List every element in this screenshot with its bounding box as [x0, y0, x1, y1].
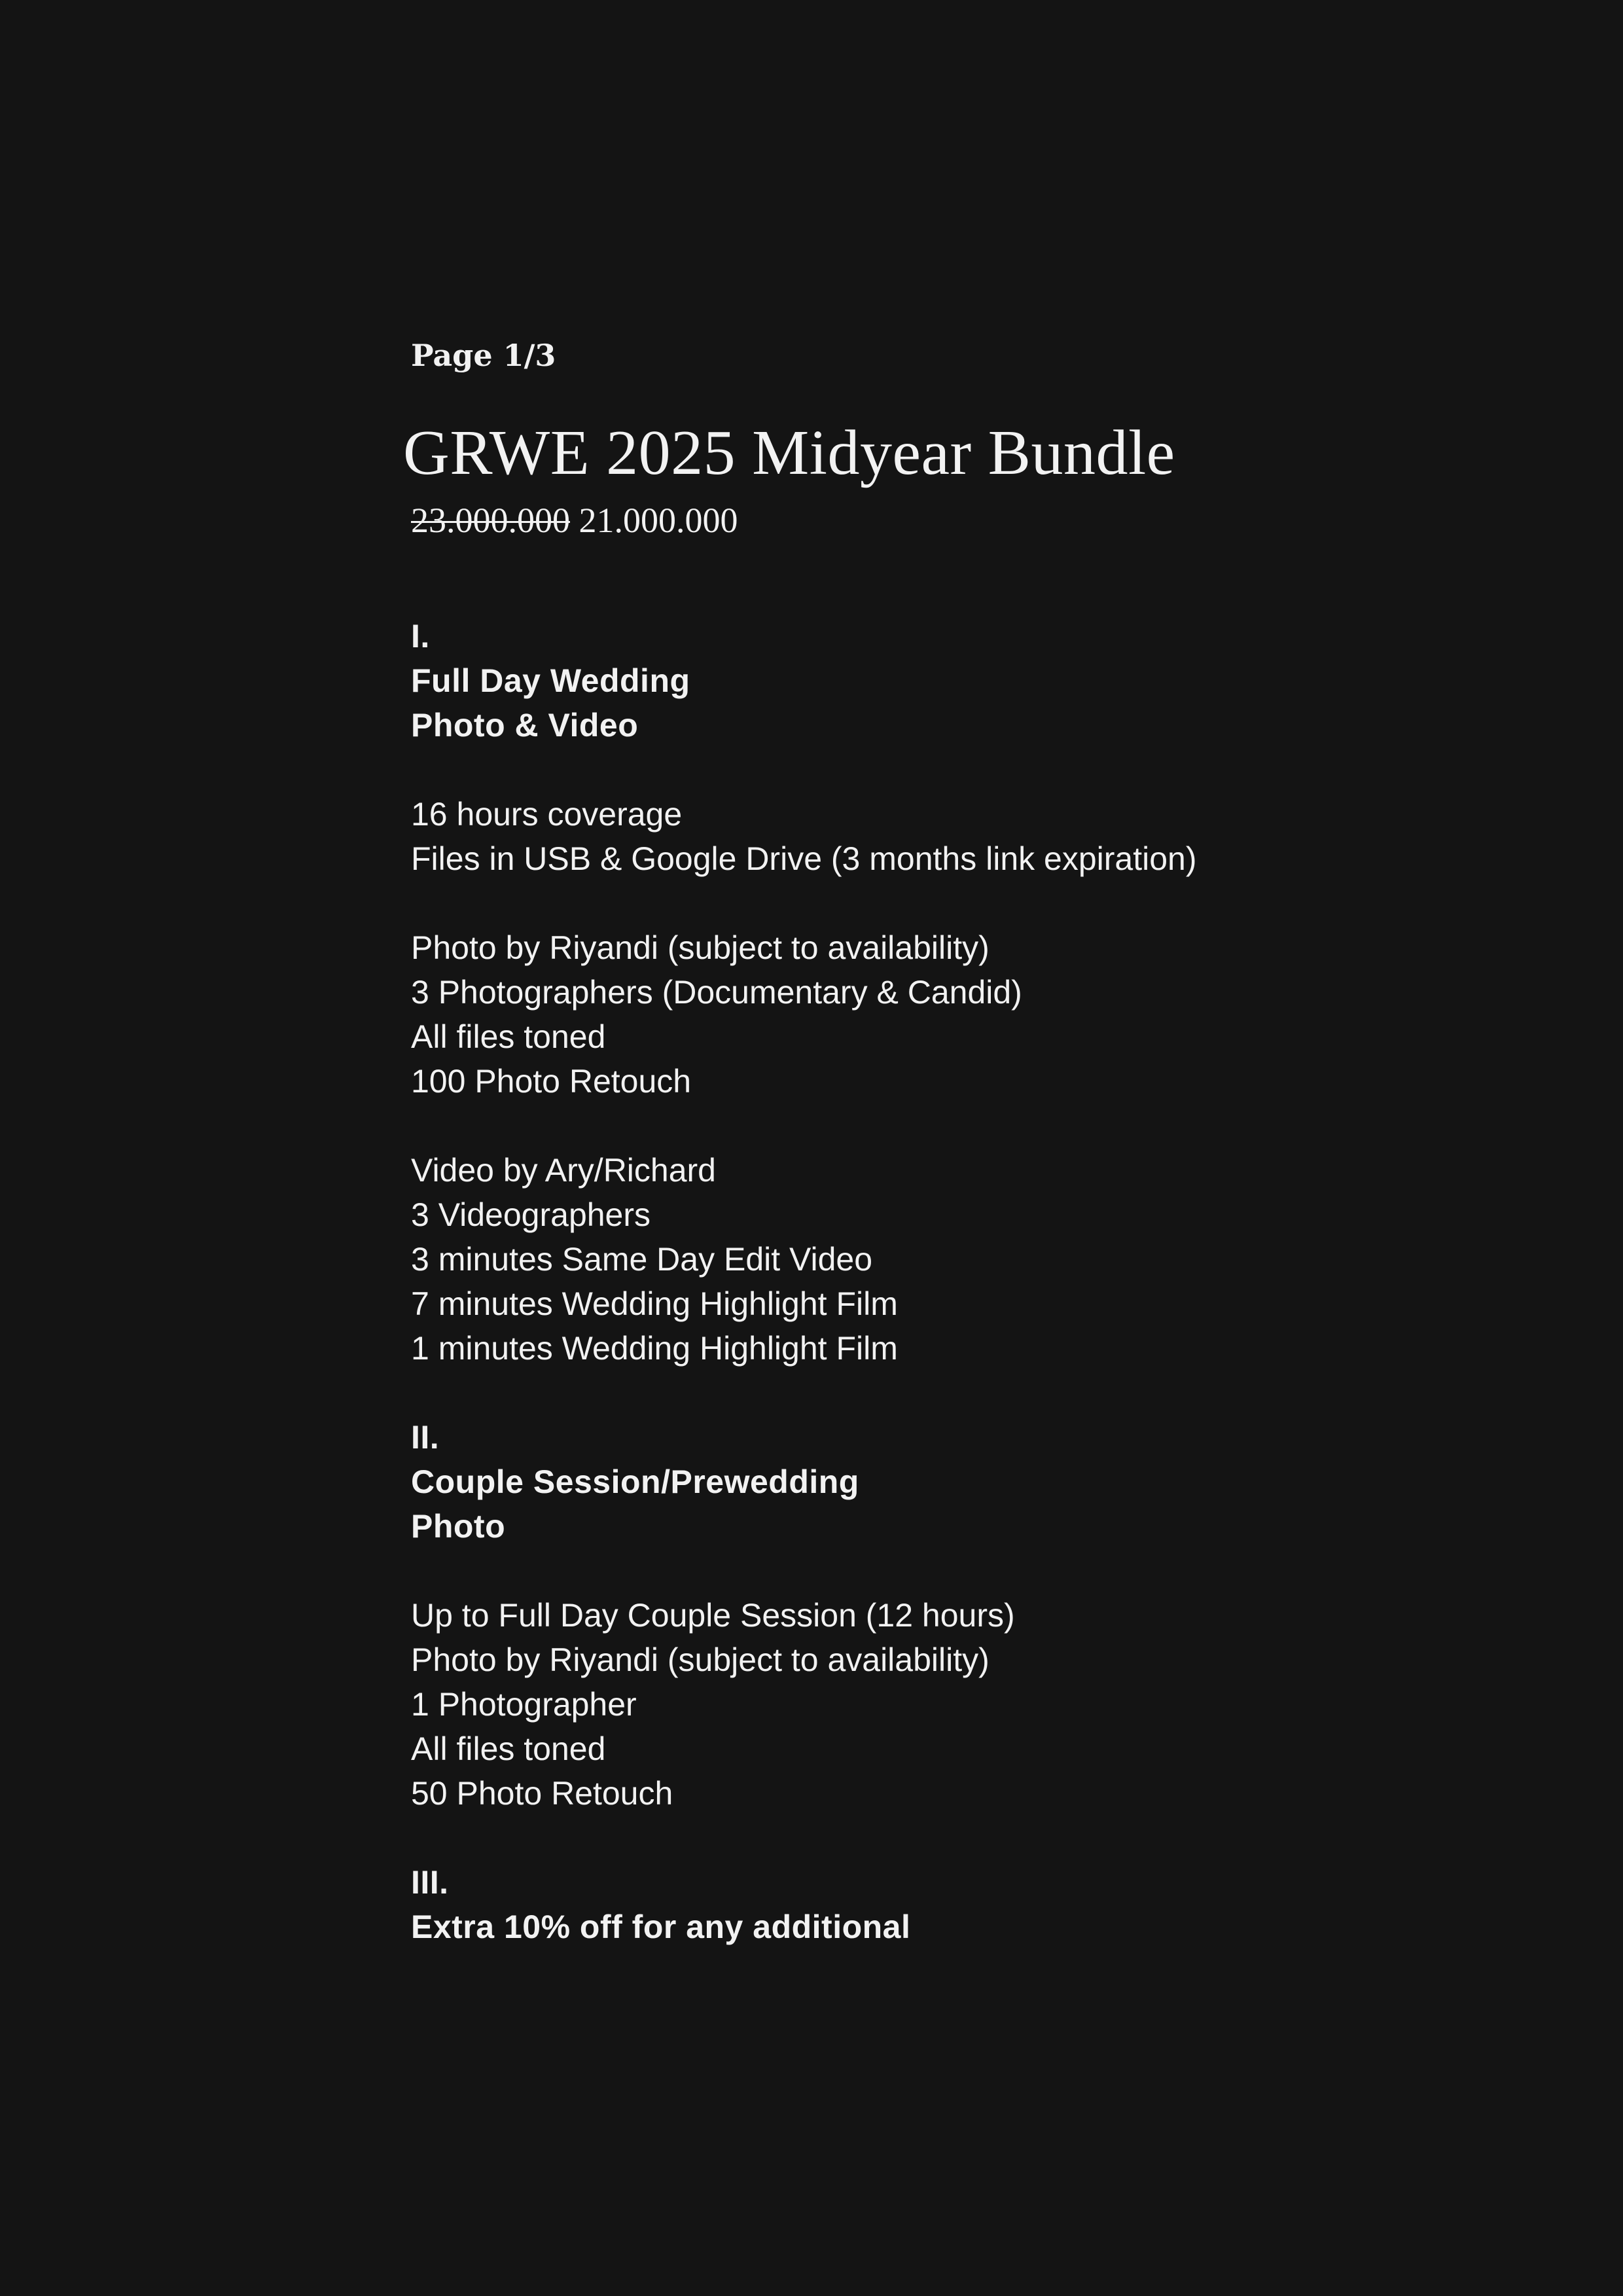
section-heading: Photo — [411, 1508, 506, 1545]
section-numeral: I. — [411, 618, 430, 655]
list-item: 3 Photographers (Documentary & Candid) — [411, 974, 1022, 1011]
list-item: 16 hours coverage — [411, 796, 683, 833]
section-heading: Extra 10% off for any additional — [411, 1909, 911, 1945]
list-item: 1 Photographer — [411, 1686, 637, 1723]
package-details — [411, 614, 1196, 1949]
list-item: 3 minutes Same Day Edit Video — [411, 1241, 873, 1278]
list-item: 1 minutes Wedding Highlight Film — [411, 1330, 898, 1367]
list-item: Up to Full Day Couple Session (12 hours) — [411, 1597, 1015, 1634]
section-heading: Couple Session/Prewedding — [411, 1463, 859, 1500]
page-number: Page 1/3 — [411, 338, 556, 373]
list-item: 3 Videographers — [411, 1196, 651, 1233]
list-item: Files in USB & Google Drive (3 months link expiration) — [411, 840, 1197, 877]
list-item: 7 minutes Wedding Highlight Film — [411, 1285, 898, 1322]
discounted-price: 21.000.000 — [579, 501, 738, 540]
section-numeral: III. — [411, 1864, 449, 1901]
list-item: Photo by Riyandi (subject to availability) — [411, 929, 990, 966]
section-heading: Photo & Video — [411, 707, 639, 744]
section-heading: Full Day Wedding — [411, 662, 690, 699]
list-item: All files toned — [411, 1731, 606, 1767]
list-item: Video by Ary/Richard — [411, 1152, 716, 1189]
original-price: 23.000.000 — [411, 501, 570, 540]
list-item: Photo by Riyandi (subject to availability) — [411, 1641, 990, 1678]
section-numeral: II. — [411, 1419, 440, 1456]
bundle-title: GRWE 2025 Midyear Bundle — [403, 418, 1175, 488]
list-item: 100 Photo Retouch — [411, 1063, 692, 1100]
list-item: 50 Photo Retouch — [411, 1775, 673, 1812]
price-row — [411, 497, 738, 543]
list-item: All files toned — [411, 1018, 606, 1055]
